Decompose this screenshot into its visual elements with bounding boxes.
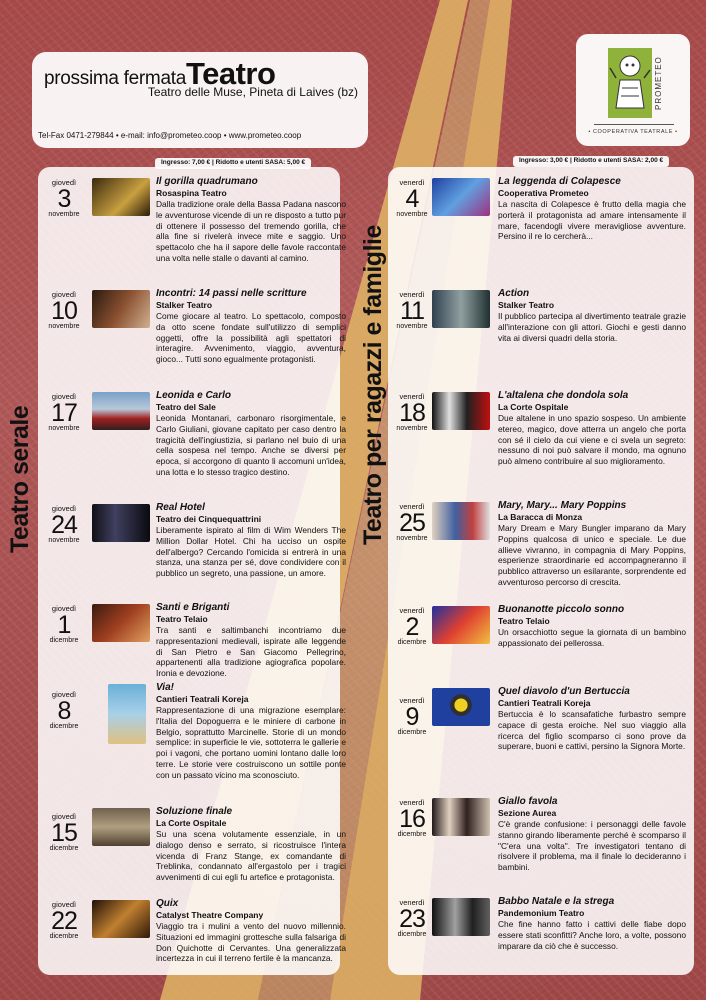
event-photo	[92, 504, 150, 542]
event-photo	[108, 684, 146, 744]
event-company: Teatro del Sale	[156, 402, 216, 412]
title-small: prossima fermata	[44, 68, 186, 89]
event-company: Rosaspina Teatro	[156, 188, 227, 198]
event-photo	[92, 808, 150, 846]
event-weekday: venerdì	[399, 502, 425, 511]
event-day-number: 23	[399, 905, 425, 933]
event-title: La leggenda di Colapesce	[498, 176, 621, 187]
event-day-number: 9	[405, 703, 419, 731]
event-photo	[432, 392, 490, 430]
event-day-number: 8	[57, 697, 71, 725]
event-photo	[92, 392, 150, 430]
event-date	[388, 290, 436, 331]
event-day-number: 4	[405, 185, 419, 213]
event-title: Action	[498, 288, 530, 299]
title-big: Teatro	[185, 56, 276, 91]
event-weekday: venerdì	[399, 696, 425, 705]
event-description: Liberamente ispirato al film di Wim Wenders The Million Dollar Hotel. Chi ha ucciso un ospite dell'albergo? Cercando l'omicida si entrerà in una stanza, una stanza per sé, dove condividere con il pubblico un segreto, una passione, un amore.	[156, 525, 346, 579]
event-month: dicembre	[397, 729, 427, 736]
event-left-3	[40, 390, 346, 512]
event-photo	[432, 606, 490, 644]
event-month: novembre	[48, 211, 80, 218]
event-photo	[432, 178, 490, 216]
event-month: novembre	[396, 535, 428, 542]
event-right-6	[388, 688, 694, 808]
event-date	[40, 812, 88, 853]
event-month: novembre	[396, 323, 428, 330]
event-title: Babbo Natale e la strega	[498, 896, 615, 907]
event-month: novembre	[396, 211, 428, 218]
event-title: Incontri: 14 passi nelle scritture	[156, 288, 307, 299]
event-title: Real Hotel	[156, 502, 205, 513]
event-company: Sezione Aurea	[498, 808, 557, 818]
event-company: Catalyst Theatre Company	[156, 910, 264, 920]
event-description: Un orsacchiotto segue la giornata di un bambino appassionato dei pellerossa.	[498, 627, 686, 648]
event-day-number: 10	[51, 297, 77, 325]
event-company: Cantieri Teatrali Koreja	[156, 694, 249, 704]
event-date	[40, 178, 88, 219]
event-description: C'è grande confusione: i personaggi delle favole stanno girando liberamente perché è scomparso il "C'era una volta". Tre investigatori tentano di risolvere il problema, ma il finale lo decideranno i bambini.	[498, 819, 686, 873]
event-weekday: venerdì	[399, 392, 425, 401]
event-description: La nascita di Colapesce è frutto della magia che porterà il protagonista ad amare intensamente il mare, facendogli vivere meravigliose avventure. Persino il re lo cercherà...	[498, 199, 686, 242]
event-weekday: giovedì	[51, 392, 77, 401]
event-day-number: 16	[399, 805, 425, 833]
event-title: Mary, Mary... Mary Poppins	[498, 500, 627, 511]
event-right-1	[388, 178, 694, 298]
event-title: Buonanotte piccolo sonno	[498, 604, 625, 615]
prometeo-logo-icon	[608, 48, 652, 118]
event-description: Due altalene in uno spazio sospeso. Un ambiente etereo, magico, dove atterra un angelo che porta con sé il cielo da cui viene e ci svela un segreto: nessuno di noi può salvare il mondo, ma ognuno può almeno contribuire al suo miglioramento.	[498, 413, 686, 467]
event-month: novembre	[396, 425, 428, 432]
event-month: novembre	[48, 323, 80, 330]
event-date	[40, 604, 88, 645]
event-date	[388, 392, 436, 433]
event-date	[40, 290, 88, 331]
event-company: Stalker Teatro	[156, 300, 213, 310]
event-date	[388, 606, 436, 647]
header-box	[32, 52, 368, 148]
event-description: Bertuccia è lo scansafatiche furbastro sempre capace di gesta eroiche. Nel suo viaggio alla ricerca del figlio scomparso ci sono prove da superare, buoni e cattivi, persino la Signora Morte.	[498, 709, 686, 752]
event-day-number: 3	[57, 185, 71, 213]
event-weekday: giovedì	[51, 812, 77, 821]
event-description: Leonida Montanari, carbonaro risorgimentale, e Carlo Giuliani, giovane capitato per caso dentro la tragicità dell'ingiustizia, si parlano nel buio di una cella sospesa nel tempo. Anche se diversi per epoca, si accorgono di quanto li accomuni un'idea, una lotta e lo stesso tragico destino.	[156, 413, 346, 477]
event-title: Il gorilla quadrumano	[156, 176, 258, 187]
event-month: dicembre	[49, 637, 79, 644]
event-description: Tra santi e saltimbanchi incontriamo due rappresentazioni medievali, ispirate alle leggende di San Pietro e San Giacomo Pellegrino, appartenenti alla tradizione agiografica popolare. Ironia e devozione.	[156, 625, 346, 679]
event-description: Dalla tradizione orale della Bassa Padana nascono le avventurose vicende di un re disposto a tutto pur di ottenere il possesso del tremendo gorilla, che alla fine si rivelerà invece mite e saggio. Uno spettacolo che ha il sapore delle favole raccontate una volta nelle stalle o davanti al camino.	[156, 199, 346, 263]
event-weekday: venerdì	[399, 898, 425, 907]
event-description: Mary Dream e Mary Bungler imparano da Mary Poppins qualcosa di unico e speciale. Le due allieve vivranno, in compagnia di Mary Poppins, esperienze straordinarie ed accompagneranno il pubblico attraverso un esilarante, sorprendente ed avventuroso percorso di crescita.	[498, 523, 686, 587]
event-title: Leonida e Carlo	[156, 390, 232, 401]
section-title-serale: Teatro serale	[6, 405, 34, 553]
event-company: La Corte Ospitale	[498, 402, 569, 412]
section-title-ragazzi: Teatro per ragazzi e famiglie	[359, 225, 387, 545]
event-date	[40, 690, 88, 731]
event-company: Stalker Teatro	[498, 300, 555, 310]
event-day-number: 15	[51, 819, 77, 847]
event-description: Rappresentazione di una migrazione esemplare: l'Italia del Dopoguerra e le miniere di carbone in Belgio, soprattutto Marcinelle. Storie di un mondo semplice: in superficie le vie, sottoterra le gallerie e poi i vagoni, che portano uomini lontano dalle loro terre. Le storie vere costruiscono un sottile ponte con un passato vicino ma sconosciuto.	[156, 705, 346, 780]
event-month: novembre	[48, 425, 80, 432]
event-description: Viaggio tra i mulini a vento del nuovo millennio. Situazioni ed immagini grottesche sulla falsariga di Don Quichotte di Cervantes. Una generalizzata incertezza in cui il terreno fertile è la mancanza.	[156, 921, 346, 964]
event-company: Pandemonium Teatro	[498, 908, 585, 918]
event-date	[40, 900, 88, 941]
event-description: Che fine hanno fatto i cattivi delle fiabe dopo essere stati sconfitti? Anche loro, a volte, possono imparare da ciò che è successo.	[498, 919, 686, 951]
logo-caption: • COOPERATIVA TEATRALE •	[588, 129, 678, 135]
event-left-8	[40, 898, 346, 1000]
price-right: Ingresso: 3,00 € | Ridotto e utenti SASA: 2,00 €	[513, 156, 669, 167]
event-day-number: 24	[51, 511, 77, 539]
event-date	[40, 392, 88, 433]
event-day-number: 17	[51, 399, 77, 427]
event-date	[40, 504, 88, 545]
event-description: Come giocare al teatro. Lo spettacolo, composto da otto scene fondate sull'utilizzo di semplici oggetti, offre la possibilità agli spettatori di interagire. Avvenimento, viaggio, avventura, gioco... Tutti sono egualmente protagonisti.	[156, 311, 346, 365]
event-weekday: venerdì	[399, 606, 425, 615]
event-photo	[92, 900, 150, 938]
event-company: Teatro Telaio	[156, 614, 208, 624]
event-left-1	[40, 176, 346, 298]
event-company: Cooperativa Prometeo	[498, 188, 589, 198]
event-right-8	[388, 898, 694, 1000]
price-left: Ingresso: 7,00 € | Ridotto e utenti SASA: 5,00 €	[155, 158, 311, 169]
logo-box	[576, 34, 690, 146]
event-photo	[432, 290, 490, 328]
event-date	[388, 696, 436, 737]
event-photo	[432, 688, 490, 726]
event-photo	[432, 898, 490, 936]
event-company: La Baracca di Monza	[498, 512, 583, 522]
event-title: Quel diavolo d'un Bertuccia	[498, 686, 630, 697]
event-company: Teatro dei Cinquequattrini	[156, 514, 262, 524]
event-month: dicembre	[49, 723, 79, 730]
event-photo	[432, 502, 490, 540]
event-photo	[92, 604, 150, 642]
event-description: Il pubblico partecipa al divertimento teatrale grazie all'interazione con gli attori. Giochi e gesti danno vita ai diversi quadri della storia.	[498, 311, 686, 343]
event-weekday: giovedì	[51, 504, 77, 513]
logo-name: PROMETEO	[654, 56, 663, 110]
event-weekday: venerdì	[399, 798, 425, 807]
event-date	[388, 502, 436, 543]
event-title: Giallo favola	[498, 796, 558, 807]
event-month: dicembre	[49, 845, 79, 852]
event-title: Via!	[156, 682, 174, 693]
event-photo	[92, 290, 150, 328]
event-company: Teatro Telaio	[498, 616, 550, 626]
event-weekday: giovedì	[51, 604, 77, 613]
logo-divider	[594, 124, 674, 125]
event-right-3	[388, 392, 694, 512]
event-company: La Corte Ospitale	[156, 818, 227, 828]
event-weekday: venerdì	[399, 178, 425, 187]
event-month: dicembre	[397, 639, 427, 646]
event-day-number: 11	[400, 297, 424, 325]
event-title: Santi e Briganti	[156, 602, 230, 613]
event-left-6	[40, 682, 346, 804]
event-photo	[432, 798, 490, 836]
event-title: Quix	[156, 898, 179, 909]
event-month: novembre	[48, 537, 80, 544]
event-day-number: 18	[399, 399, 425, 427]
event-date	[388, 798, 436, 839]
event-month: dicembre	[397, 931, 427, 938]
event-weekday: giovedì	[51, 900, 77, 909]
event-weekday: venerdì	[399, 290, 425, 299]
event-title: Soluzione finale	[156, 806, 233, 817]
event-title: L'altalena che dondola sola	[498, 390, 629, 401]
event-weekday: giovedì	[51, 290, 77, 299]
event-day-number: 25	[399, 509, 425, 537]
event-day-number: 1	[57, 611, 71, 639]
event-day-number: 22	[51, 907, 77, 935]
event-company: Cantieri Teatrali Koreja	[498, 698, 591, 708]
venue-subtitle: Teatro delle Muse, Pineta di Laives (bz)	[147, 85, 358, 99]
contacts-line: Tel-Fax 0471-279844 • e-mail: info@prometeo.coop • www.prometeo.coop	[38, 131, 302, 140]
event-date	[388, 898, 436, 939]
event-date	[388, 178, 436, 219]
event-description: Su una scena volutamente essenziale, in un dialogo denso e serrato, si ricostruisce l'intera vicenda di Franz Stange, ex comandante di Treblinka, condannato all'ergastolo per i tragici avvenimenti di cui egli fu artefice e protagonista.	[156, 829, 346, 883]
event-weekday: giovedì	[51, 690, 77, 699]
event-month: dicembre	[49, 933, 79, 940]
event-photo	[92, 178, 150, 216]
event-weekday: giovedì	[51, 178, 77, 187]
event-day-number: 2	[405, 613, 419, 641]
event-month: dicembre	[397, 831, 427, 838]
